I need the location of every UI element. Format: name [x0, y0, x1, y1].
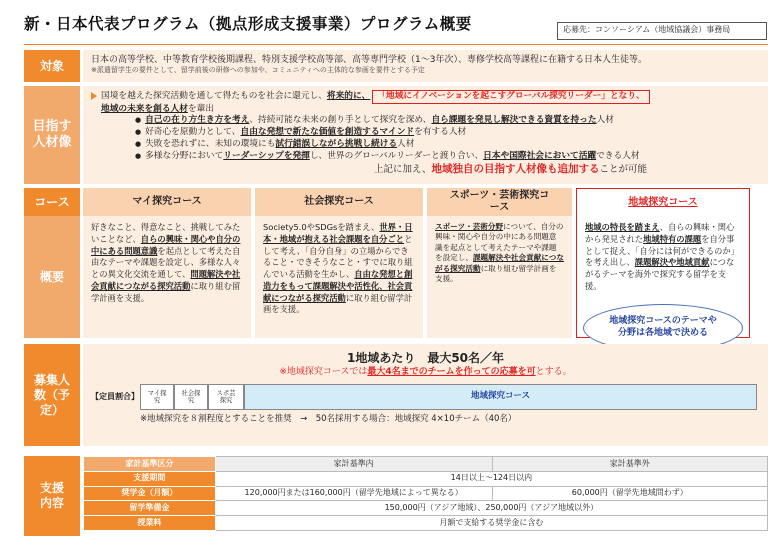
quota-label: 【定員割合】: [91, 392, 139, 401]
recruit-note: ※地域探究コースでは最大4名までのチームを作っての応募を可とする。: [279, 367, 572, 377]
aims-lead-2: 地域の未来を創る人材を輩出: [101, 103, 214, 114]
support-cell: 14日以上～124日以内: [215, 471, 767, 486]
course-body-sports-arts: スポーツ・芸術分野について、自分の興味・関心や自分の中にある問題意識を起点として考えたテーマや課題を設定し、課題解決や社会貢献につながる探究活動に取り組む留学計画を支援。: [427, 216, 572, 338]
course-header-my: マイ探究コース: [83, 188, 251, 216]
support-cell: 家計基準外: [492, 457, 767, 472]
table-row: [84, 486, 768, 501]
support-cell: 150,000円（アジア地域）、250,000円（アジア地域以外）: [215, 501, 767, 516]
aims-section: [83, 86, 768, 184]
aim-item: ● 自己の在り方生き方を考え、持続可能な未来の創り手として探究を深め、自ら課題を発見し解決できる資質を持った人材: [135, 115, 760, 127]
course-header-local: 地域探究コース: [576, 188, 750, 216]
quota-footnote: ※地域探究を８割程度とすることを推奨 → 50名採用する場合：地域探究 4×10チーム（40名）: [140, 414, 517, 424]
quota-cell-sports-arts: スポ芸探究: [208, 384, 244, 410]
contact-box: 応募先：コンソーシアム（地域協議会）事務局: [557, 22, 767, 40]
label-overview: 概要: [24, 216, 80, 338]
course-body-social: Society5.0やSDGsを踏まえ、世界・日本・地域が抱える社会課題を自分ごととして考え、「自分自身」の立場からできること・できそうなこと・すでに取り組んでいる活動を生かし、自由な発想と創造力をもって課題解決や活性化、社会貢献につながる探究活動に取り組む留学計画を支援。: [255, 216, 423, 338]
label-recruit: 募集人数（予定）: [24, 344, 80, 446]
aims-lead: 国境を越えた探究活動を通して得たものを社会に還元し、将来的に、 「地域にイノベーションを起こすグローバル探究リーダー」となり、: [91, 90, 760, 104]
label-course: コース: [24, 188, 80, 216]
target-note: ※派遣留学生の要件として、留学前後の研修への参加や、コミュニティへの主体的な参画を要件とする予定: [91, 66, 425, 75]
aim-item: ● 失敗を恐れずに、未知の環境にも試行錯誤しながら挑戦し続ける人材: [135, 139, 760, 151]
aim-item: ● 好奇心を原動力として、自由な発想で新たな価値を創造するマインドを有する人材: [135, 127, 760, 139]
table-row: [84, 457, 768, 472]
quota-cell-my: マイ探究: [140, 384, 174, 410]
aims-highlight-box: 「地域にイノベーションを起こすグローバル探究リーダー」となり、: [372, 90, 649, 104]
course-header-social: 社会探究コース: [255, 188, 423, 216]
quota-bar-local: 地域探究コース: [244, 384, 757, 410]
course-header-sports-arts: スポーツ・芸術探究コース: [427, 188, 572, 216]
title-divider: [24, 44, 768, 45]
quota-cell-social: 社会探究: [174, 384, 208, 410]
support-cell: 家計基準内: [215, 457, 492, 472]
page-title: 新・日本代表プログラム（拠点形成支援事業）プログラム概要: [24, 15, 472, 33]
table-row: [84, 471, 768, 486]
support-table: [83, 456, 768, 531]
label-aims: 目指す人材像: [24, 86, 80, 184]
support-row-label: 支援期間: [84, 471, 216, 486]
target-text: 日本の高等学校、中等教育学校後期課程、特別支援学校高等部、高等専門学校（1～3年次）、専修学校高等課程に在籍する日本人生徒等。: [91, 55, 647, 65]
recruit-headline: 1地域あたり 最大50名／年: [346, 351, 505, 365]
table-row: [84, 501, 768, 516]
support-cell: 60,000円（留学先地域問わず）: [492, 486, 767, 501]
support-row-label: 家計基準区分: [84, 457, 216, 472]
local-course-oval-callout: 地域探究コースのテーマや分野は各地域で決める: [583, 304, 743, 352]
label-support: 支援内容: [24, 456, 80, 536]
support-row-label: 授業料: [84, 516, 216, 531]
aims-summary: 上記に加え、地域独自の目指す人材像も追加することが可能: [373, 163, 648, 176]
support-row-label: 奨学金（月額）: [84, 486, 216, 501]
target-section: [83, 50, 768, 82]
course-body-my: 好きなこと、得意なこと、挑戦してみたいことなど、自らの興味・関心や自分の中にある問題意識を起点として考えた自由なテーマや課題を設定し、多様な人々との異文化交流を通して、問題解決や社会貢献につながる探究活動に取り組む留学計画を支援。: [83, 216, 251, 338]
aim-item: ● 多様な分野においてリーダーシップを発揮し、世界のグローバルリーダーと渡り合い、日本や国際社会において活躍できる人材: [135, 151, 760, 163]
support-row-label: 留学準備金: [84, 501, 216, 516]
support-cell: 120,000円または160,000円（留学先地域によって異なる）: [215, 486, 492, 501]
table-row: [84, 516, 768, 531]
aims-list: [91, 115, 760, 162]
label-target: 対象: [24, 50, 80, 82]
support-cell: 月額で支給する奨学金に含む: [215, 516, 767, 531]
course-body-local: 地域の特長を踏まえ、自らの興味・関心から発見された地域特有の課題を自分事として捉え、「自分には何ができるのか」を考え出し、課題解決や地域貢献につながるテーマを海外で探究する留学を支援。: [576, 216, 750, 338]
triangle-bullet-icon: [91, 92, 97, 100]
